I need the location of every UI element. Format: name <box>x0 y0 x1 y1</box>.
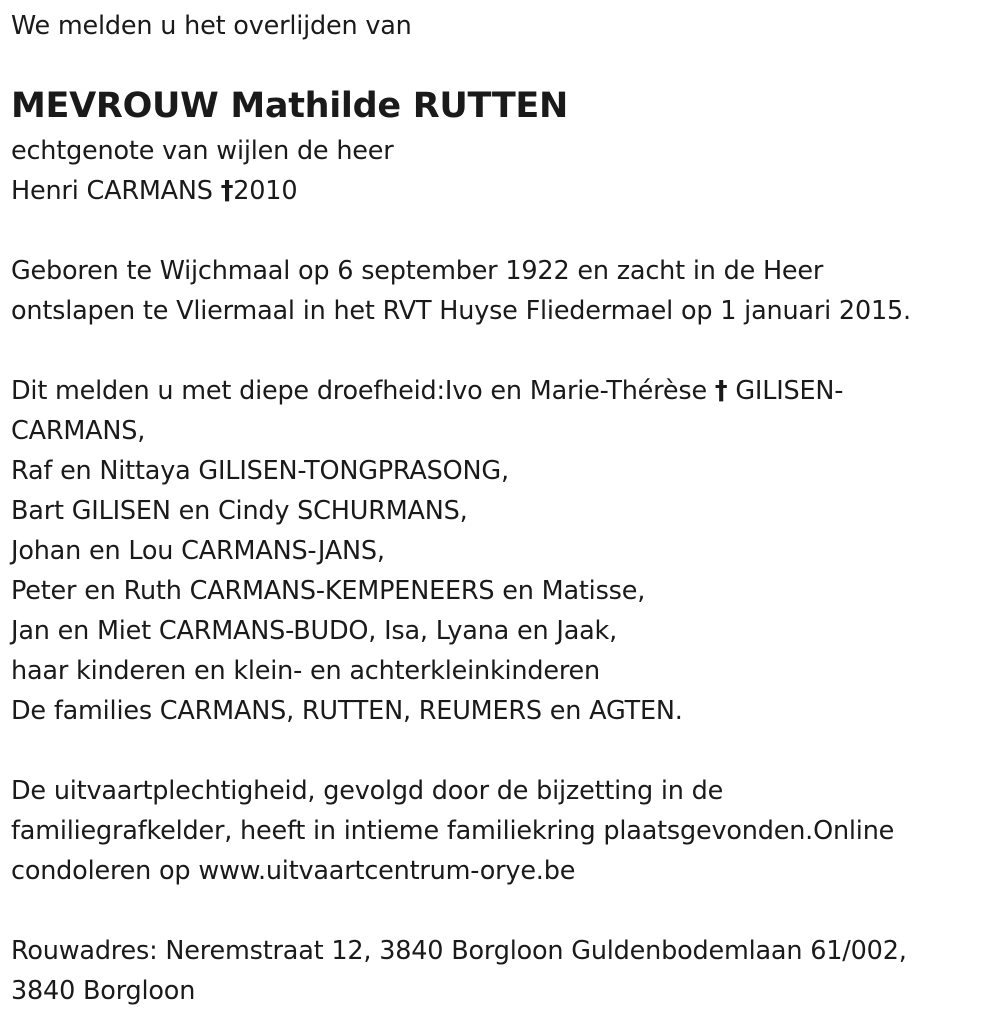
spacer <box>11 731 986 771</box>
birth-line-1: Geboren te Wijchmaal op 6 september 1922 en zacht in de Heer <box>11 256 824 286</box>
spouse-line: echtgenote van wijlen de heer <box>11 136 394 166</box>
family-line: Peter en Ruth CARMANS-KEMPENEERS en Matisse, <box>11 576 646 606</box>
family-intro: Dit melden u met diepe droefheid:Ivo en Marie-Thérèse <box>11 376 715 406</box>
spacer <box>11 211 986 251</box>
spouse-name-line <box>11 171 986 211</box>
address-line: 3840 Borgloon <box>11 976 196 1006</box>
family-intro-line <box>11 371 986 411</box>
spouse-death-year: 2010 <box>233 176 298 206</box>
funeral-line: familiegrafkelder, heeft in intieme familiekring plaatsgevonden.Online <box>11 816 895 846</box>
intro-text: We melden u het overlijden van <box>11 11 412 41</box>
deceased-name: MEVROUW Mathilde RUTTEN <box>11 86 569 126</box>
cross-icon: † <box>220 176 234 206</box>
family-line: Jan en Miet CARMANS-BUDO, Isa, Lyana en Jaak, <box>11 616 618 646</box>
funeral-line: De uitvaartplechtigheid, gevolgd door de bijzetting in de <box>11 776 724 806</box>
family-line: Bart GILISEN en Cindy SCHURMANS, <box>11 496 468 526</box>
cross-icon: † <box>714 376 728 406</box>
family-line: Raf en Nittaya GILISEN-TONGPRASONG, <box>11 456 509 486</box>
birth-line-2: ontslapen te Vliermaal in het RVT Huyse Fliedermael op 1 januari 2015. <box>11 296 911 326</box>
family-line: De families CARMANS, RUTTEN, REUMERS en AGTEN. <box>11 696 683 726</box>
spouse-name: Henri CARMANS <box>11 176 221 206</box>
death-notice <box>11 6 986 1011</box>
address-line: Rouwadres: Neremstraat 12, 3840 Borgloon Guldenbodemlaan 61/002, <box>11 936 907 966</box>
spacer <box>11 891 986 931</box>
family-intro-end: GILISEN- <box>727 376 844 406</box>
family-line: Johan en Lou CARMANS-JANS, <box>11 536 385 566</box>
funeral-line: condoleren op www.uitvaartcentrum-orye.be <box>11 856 576 886</box>
family-line: haar kinderen en klein- en achterkleinkinderen <box>11 656 601 686</box>
spacer <box>11 331 986 371</box>
family-line: CARMANS, <box>11 416 146 446</box>
